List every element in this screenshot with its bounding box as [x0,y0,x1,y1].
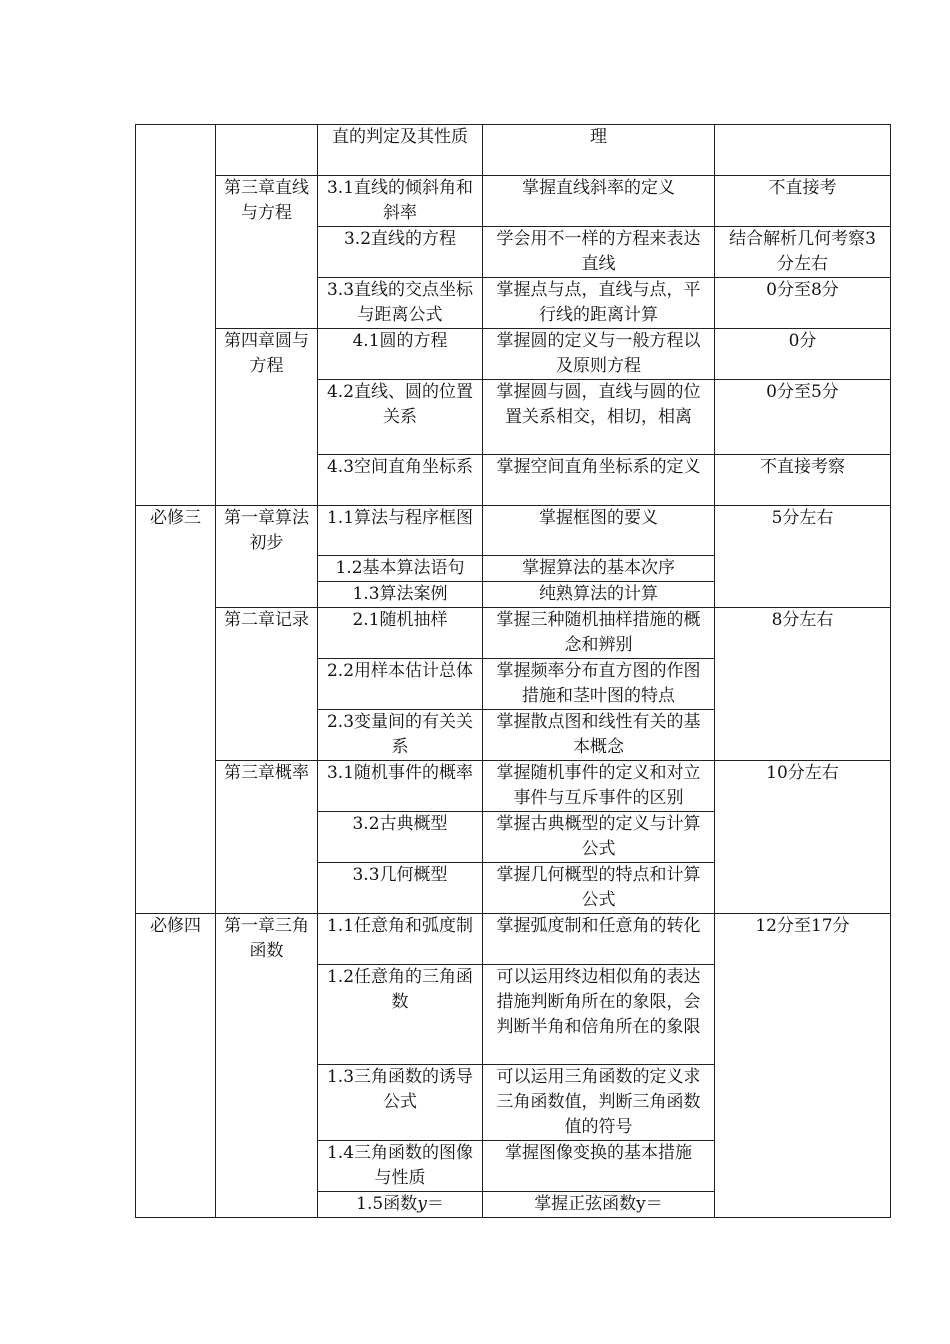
score-cell: 0分 [715,329,891,380]
chapter-cell: 第三章概率 [216,761,318,914]
chapter-cell: 第一章算法初步 [216,506,318,608]
score-cell [715,125,891,176]
goal-cell: 掌握算法的基本次序 [483,556,715,582]
section-cell: 直的判定及其性质 [318,125,483,176]
module-cell: 必修四 [136,914,216,1218]
section-cell: 1.2基本算法语句 [318,556,483,582]
section-cell: 1.3三角函数的诱导公式 [318,1065,483,1141]
section-cell: 1.3算法案例 [318,582,483,608]
score-cell: 0分至5分 [715,380,891,455]
table-row [136,608,891,659]
goal-cell: 掌握图像变换的基本措施 [483,1141,715,1192]
goal-cell: 掌握古典概型的定义与计算公式 [483,812,715,863]
section-cell: 3.2古典概型 [318,812,483,863]
syllabus-table [135,124,891,1218]
score-cell: 10分左右 [715,761,891,914]
goal-cell: 掌握几何概型的特点和计算公式 [483,863,715,914]
section-cell: 3.3几何概型 [318,863,483,914]
score-cell: 5分左右 [715,506,891,608]
table-row [136,506,891,556]
goal-cell: 掌握三种随机抽样措施的概念和辨别 [483,608,715,659]
section-cell: 3.3直线的交点坐标与距离公式 [318,278,483,329]
goal-cell: 掌握空间直角坐标系的定义 [483,455,715,506]
section-cell: 2.2用样本估计总体 [318,659,483,710]
section-cell: 3.2直线的方程 [318,227,483,278]
section-cell: 4.2直线、圆的位置关系 [318,380,483,455]
goal-cell: 理 [483,125,715,176]
section-cell: 1.1任意角和弧度制 [318,914,483,965]
goal-cell: 可以运用终边相似角的表达措施判断角所在的象限，会判断半角和倍角所在的象限 [483,965,715,1065]
section-cell: 2.3变量间的有关关系 [318,710,483,761]
goal-cell: 掌握框图的要义 [483,506,715,556]
chapter-cell: 第二章记录 [216,608,318,761]
score-cell: 结合解析几何考察3分左右 [715,227,891,278]
score-cell: 0分至8分 [715,278,891,329]
goal-cell: 纯熟算法的计算 [483,582,715,608]
chapter-cell: 第四章圆与方程 [216,329,318,506]
goal-cell: 掌握散点图和线性有关的基本概念 [483,710,715,761]
section-suffix: ＝ [426,1194,444,1214]
section-cell: 3.1随机事件的概率 [318,761,483,812]
goal-cell: 掌握随机事件的定义和对立事件与互斥事件的区别 [483,761,715,812]
section-cell: 1.1算法与程序框图 [318,506,483,556]
section-cell: 4.1圆的方程 [318,329,483,380]
math-variable: y [417,1194,427,1214]
module-cell: 必修三 [136,506,216,914]
chapter-cell: 第一章三角函数 [216,914,318,1218]
score-cell: 8分左右 [715,608,891,761]
goal-cell: 学会用不一样的方程来表达直线 [483,227,715,278]
score-cell: 不直接考 [715,176,891,227]
module-cell [136,125,216,506]
goal-cell: 掌握圆的定义与一般方程以及原则方程 [483,329,715,380]
goal-cell: 掌握点与点，直线与点，平行线的距离计算 [483,278,715,329]
score-cell: 12分至17分 [715,914,891,1218]
section-cell: 4.3空间直角坐标系 [318,455,483,506]
table-row [136,761,891,812]
goal-cell: 掌握频率分布直方图的作图措施和茎叶图的特点 [483,659,715,710]
goal-cell: 掌握直线斜率的定义 [483,176,715,227]
section-cell: 2.1随机抽样 [318,608,483,659]
goal-cell: 掌握正弦函数y＝ [483,1192,715,1218]
table-row [136,176,891,227]
chapter-cell: 第三章直线与方程 [216,176,318,329]
table-row [136,125,891,176]
section-prefix: 1.5函数 [356,1194,418,1214]
chapter-cell [216,125,318,176]
goal-cell: 可以运用三角函数的定义求三角函数值，判断三角函数值的符号 [483,1065,715,1141]
table-row [136,914,891,965]
section-cell: 3.1直线的倾斜角和斜率 [318,176,483,227]
section-cell: 1.2任意角的三角函数 [318,965,483,1065]
section-cell [318,1192,483,1218]
table-row [136,329,891,380]
goal-cell: 掌握弧度制和任意角的转化 [483,914,715,965]
goal-cell: 掌握圆与圆，直线与圆的位置关系相交，相切，相离 [483,380,715,455]
score-cell: 不直接考察 [715,455,891,506]
section-cell: 1.4三角函数的图像与性质 [318,1141,483,1192]
